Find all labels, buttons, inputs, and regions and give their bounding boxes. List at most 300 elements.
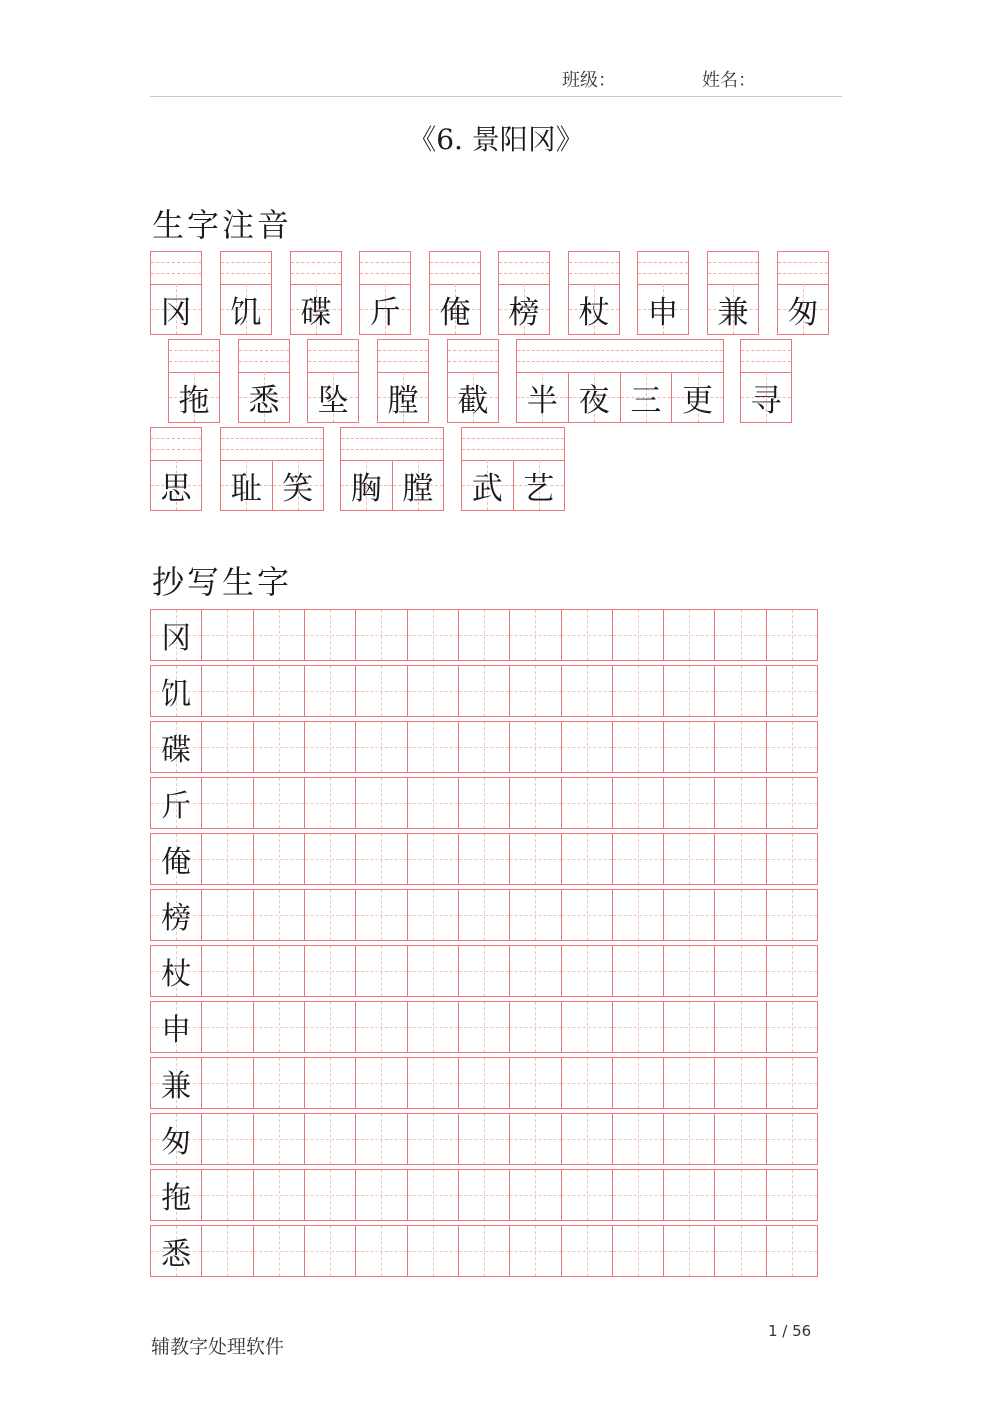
practice-cell[interactable] <box>714 1114 765 1164</box>
practice-cell[interactable] <box>304 1170 355 1220</box>
practice-cell[interactable] <box>201 1170 252 1220</box>
pinyin-guide-line <box>430 273 480 274</box>
model-character-cell <box>151 666 201 716</box>
practice-cell[interactable] <box>407 1114 458 1164</box>
character: 斤 <box>369 294 401 331</box>
practice-cell[interactable] <box>201 722 252 772</box>
model-character-cell <box>151 1058 201 1108</box>
pinyin-guide-line <box>778 273 828 274</box>
character-cells <box>220 460 324 511</box>
character-cell <box>741 372 791 422</box>
practice-cell[interactable] <box>663 1058 714 1108</box>
practice-cell[interactable] <box>663 722 714 772</box>
character: 冈 <box>160 294 192 331</box>
practice-cell[interactable] <box>201 778 252 828</box>
practice-cell[interactable] <box>509 1170 560 1220</box>
practice-cell[interactable] <box>612 834 663 884</box>
character-cell <box>239 372 289 422</box>
practice-cell[interactable] <box>509 1114 560 1164</box>
pinyin-guide-line <box>378 361 428 362</box>
practice-cell[interactable] <box>509 834 560 884</box>
character: 拖 <box>178 382 210 419</box>
practice-cell[interactable] <box>766 666 817 716</box>
practice-cell[interactable] <box>458 834 509 884</box>
character-cells <box>168 372 220 423</box>
model-character: 榜 <box>161 901 192 936</box>
practice-cell[interactable] <box>714 610 765 660</box>
character: 笑 <box>282 470 314 507</box>
character: 杖 <box>578 294 610 331</box>
practice-cell[interactable] <box>253 946 304 996</box>
character: 俺 <box>439 294 471 331</box>
practice-cell[interactable] <box>355 610 406 660</box>
practice-cell[interactable] <box>509 1002 560 1052</box>
pinyin-writing-area[interactable] <box>461 427 565 461</box>
model-character-cell <box>151 778 201 828</box>
pinyin-writing-area[interactable] <box>307 339 359 373</box>
practice-cell[interactable] <box>766 722 817 772</box>
practice-cell[interactable] <box>766 834 817 884</box>
character-cells <box>461 460 565 511</box>
character: 申 <box>647 294 679 331</box>
character-cells <box>447 372 499 423</box>
pinyin-guide-line <box>291 262 341 263</box>
annotation-box <box>447 339 499 423</box>
practice-cell[interactable] <box>663 778 714 828</box>
model-character: 杖 <box>161 957 192 992</box>
practice-cell[interactable] <box>458 1226 509 1276</box>
character-cell <box>448 372 498 422</box>
practice-cell[interactable] <box>253 1114 304 1164</box>
character: 碟 <box>300 294 332 331</box>
practice-cell[interactable] <box>561 1058 612 1108</box>
practice-cell[interactable] <box>355 834 406 884</box>
practice-cell[interactable] <box>458 722 509 772</box>
character-cell <box>341 460 392 510</box>
practice-cell[interactable] <box>407 1002 458 1052</box>
practice-cell[interactable] <box>407 722 458 772</box>
pinyin-writing-area[interactable] <box>429 251 481 285</box>
class-label: 班级： <box>562 70 616 91</box>
annotation-box <box>290 251 342 335</box>
copy-row <box>150 889 818 941</box>
pinyin-writing-area[interactable] <box>516 339 724 373</box>
practice-cell[interactable] <box>407 890 458 940</box>
practice-cell[interactable] <box>612 1114 663 1164</box>
character-cells <box>777 284 829 335</box>
practice-cell[interactable] <box>663 946 714 996</box>
annotation-box <box>516 339 724 423</box>
annotation-box <box>637 251 689 335</box>
model-character-cell <box>151 1170 201 1220</box>
pinyin-guide-line <box>499 262 549 263</box>
practice-cell[interactable] <box>201 1114 252 1164</box>
character-cells <box>150 460 202 511</box>
practice-cell[interactable] <box>663 666 714 716</box>
pinyin-guide-line <box>569 273 619 274</box>
model-character: 拖 <box>161 1181 192 1216</box>
header-divider <box>150 96 842 97</box>
pinyin-writing-area[interactable] <box>777 251 829 285</box>
practice-cell[interactable] <box>714 946 765 996</box>
practice-cell[interactable] <box>663 834 714 884</box>
copy-row <box>150 945 818 997</box>
practice-cell[interactable] <box>766 1114 817 1164</box>
character-cells <box>707 284 759 335</box>
practice-cell[interactable] <box>458 1114 509 1164</box>
practice-cell[interactable] <box>304 610 355 660</box>
practice-cell[interactable] <box>663 610 714 660</box>
annotation-box <box>238 339 290 423</box>
pinyin-guide-line <box>638 273 688 274</box>
pinyin-guide-line <box>308 361 358 362</box>
character: 匆 <box>787 294 819 331</box>
practice-cell[interactable] <box>509 666 560 716</box>
practice-cell[interactable] <box>509 1058 560 1108</box>
practice-cell[interactable] <box>561 722 612 772</box>
practice-cell[interactable] <box>561 946 612 996</box>
practice-cell[interactable] <box>304 834 355 884</box>
annotation-box <box>377 339 429 423</box>
practice-cell[interactable] <box>304 722 355 772</box>
pinyin-writing-area[interactable] <box>498 251 550 285</box>
pinyin-guide-line <box>517 350 723 351</box>
character-cells <box>429 284 481 335</box>
character-cells <box>340 460 444 511</box>
practice-cell[interactable] <box>714 1226 765 1276</box>
practice-cell[interactable] <box>714 890 765 940</box>
pinyin-writing-area[interactable] <box>340 427 444 461</box>
practice-cell[interactable] <box>253 610 304 660</box>
practice-cell[interactable] <box>253 1002 304 1052</box>
annotation-box <box>220 427 324 511</box>
practice-cell[interactable] <box>304 1226 355 1276</box>
page-number: 1 / 56 <box>768 1322 812 1340</box>
practice-cell[interactable] <box>201 946 252 996</box>
pinyin-writing-area[interactable] <box>150 427 202 461</box>
practice-cell[interactable] <box>253 1058 304 1108</box>
practice-cell[interactable] <box>714 778 765 828</box>
model-character: 冈 <box>161 621 192 656</box>
practice-cell[interactable] <box>253 890 304 940</box>
practice-cell[interactable] <box>766 1002 817 1052</box>
pinyin-guide-line <box>360 262 410 263</box>
annotation-box <box>740 339 792 423</box>
model-character-cell <box>151 834 201 884</box>
practice-cell[interactable] <box>355 1170 406 1220</box>
pinyin-writing-area[interactable] <box>238 339 290 373</box>
practice-cell[interactable] <box>663 1002 714 1052</box>
character-cells <box>150 284 202 335</box>
pinyin-writing-area[interactable] <box>637 251 689 285</box>
practice-cell[interactable] <box>766 1170 817 1220</box>
practice-cell[interactable] <box>201 1002 252 1052</box>
character-cell <box>308 372 358 422</box>
model-character-cell <box>151 890 201 940</box>
practice-cell[interactable] <box>561 890 612 940</box>
copy-row <box>150 1169 818 1221</box>
copy-row <box>150 833 818 885</box>
character-cell <box>272 460 324 510</box>
practice-cell[interactable] <box>253 1170 304 1220</box>
practice-cell[interactable] <box>407 1058 458 1108</box>
character-cell <box>169 372 219 422</box>
character-cell <box>569 284 619 334</box>
practice-cell[interactable] <box>714 722 765 772</box>
practice-cell[interactable] <box>355 946 406 996</box>
pinyin-guide-line <box>341 449 443 450</box>
practice-cell[interactable] <box>766 890 817 940</box>
practice-cell[interactable] <box>407 666 458 716</box>
practice-cell[interactable] <box>766 610 817 660</box>
model-character-cell <box>151 1226 201 1276</box>
practice-cell[interactable] <box>304 1002 355 1052</box>
character: 膛 <box>387 382 419 419</box>
pinyin-guide-line <box>708 273 758 274</box>
character-cells <box>220 284 272 335</box>
practice-cell[interactable] <box>561 1114 612 1164</box>
model-character-cell <box>151 1002 201 1052</box>
copy-row <box>150 665 818 717</box>
practice-cell[interactable] <box>612 1226 663 1276</box>
pinyin-guide-line <box>708 262 758 263</box>
practice-cell[interactable] <box>253 778 304 828</box>
model-character: 兼 <box>161 1069 192 1104</box>
practice-cell[interactable] <box>612 1170 663 1220</box>
pinyin-writing-area[interactable] <box>707 251 759 285</box>
model-character: 悉 <box>161 1237 192 1272</box>
model-character-cell <box>151 610 201 660</box>
practice-cell[interactable] <box>253 1226 304 1276</box>
pinyin-guide-line <box>360 273 410 274</box>
pinyin-guide-line <box>239 350 289 351</box>
pinyin-writing-area[interactable] <box>150 251 202 285</box>
practice-cell[interactable] <box>304 778 355 828</box>
practice-cell[interactable] <box>201 834 252 884</box>
pinyin-guide-line <box>291 273 341 274</box>
character-cell <box>291 284 341 334</box>
character: 膛 <box>402 470 434 507</box>
character: 胸 <box>350 470 382 507</box>
practice-cell[interactable] <box>253 722 304 772</box>
character: 悉 <box>248 382 280 419</box>
practice-cell[interactable] <box>561 1170 612 1220</box>
practice-cell[interactable] <box>561 834 612 884</box>
copy-row <box>150 1001 818 1053</box>
practice-cell[interactable] <box>561 610 612 660</box>
practice-cell[interactable] <box>407 834 458 884</box>
annotation-box <box>568 251 620 335</box>
practice-cell[interactable] <box>355 1002 406 1052</box>
pinyin-guide-line <box>221 262 271 263</box>
practice-cell[interactable] <box>458 1170 509 1220</box>
character-cell <box>221 284 271 334</box>
pinyin-writing-area[interactable] <box>377 339 429 373</box>
practice-cell[interactable] <box>612 1002 663 1052</box>
practice-cell[interactable] <box>355 1226 406 1276</box>
practice-cell[interactable] <box>304 1058 355 1108</box>
model-character-cell <box>151 722 201 772</box>
pinyin-writing-area[interactable] <box>447 339 499 373</box>
practice-cell[interactable] <box>407 778 458 828</box>
practice-cell[interactable] <box>458 946 509 996</box>
practice-cell[interactable] <box>663 1170 714 1220</box>
pinyin-guide-line <box>778 262 828 263</box>
practice-cell[interactable] <box>509 722 560 772</box>
practice-cell[interactable] <box>663 1114 714 1164</box>
practice-cell[interactable] <box>509 890 560 940</box>
practice-cell[interactable] <box>355 666 406 716</box>
section-title-annotation: 生字注音 <box>152 206 293 244</box>
annotation-box <box>461 427 565 511</box>
character: 榜 <box>508 294 540 331</box>
practice-cell[interactable] <box>561 778 612 828</box>
character-cells <box>290 284 342 335</box>
practice-cell[interactable] <box>355 1058 406 1108</box>
practice-cell[interactable] <box>304 1114 355 1164</box>
model-character: 申 <box>161 1013 192 1048</box>
character-cells <box>377 372 429 423</box>
practice-cell[interactable] <box>766 1226 817 1276</box>
practice-cell[interactable] <box>407 610 458 660</box>
character: 武 <box>471 470 503 507</box>
character-cell <box>517 372 568 422</box>
practice-cell[interactable] <box>201 666 252 716</box>
pinyin-guide-line <box>378 350 428 351</box>
annotation-box <box>777 251 829 335</box>
practice-cell[interactable] <box>509 1226 560 1276</box>
character-cell <box>378 372 428 422</box>
annotation-box <box>168 339 220 423</box>
practice-cell[interactable] <box>612 666 663 716</box>
pinyin-writing-area[interactable] <box>220 427 324 461</box>
practice-cell[interactable] <box>355 778 406 828</box>
practice-cell[interactable] <box>355 890 406 940</box>
practice-cell[interactable] <box>714 834 765 884</box>
character: 寻 <box>750 382 782 419</box>
practice-cell[interactable] <box>612 890 663 940</box>
practice-cell[interactable] <box>766 1058 817 1108</box>
annotation-box <box>220 251 272 335</box>
copy-grid <box>150 609 818 1281</box>
practice-cell[interactable] <box>714 1058 765 1108</box>
character-cells <box>568 284 620 335</box>
model-character: 俺 <box>161 845 192 880</box>
pinyin-writing-area[interactable] <box>290 251 342 285</box>
practice-cell[interactable] <box>304 666 355 716</box>
character-cell <box>360 284 410 334</box>
annotation-box <box>150 251 202 335</box>
practice-cell[interactable] <box>201 890 252 940</box>
copy-row <box>150 1113 818 1165</box>
character-cell <box>638 284 688 334</box>
character: 半 <box>526 382 558 419</box>
practice-cell[interactable] <box>458 778 509 828</box>
annotation-box <box>307 339 359 423</box>
character-cell <box>151 460 201 510</box>
practice-cell[interactable] <box>253 834 304 884</box>
practice-cell[interactable] <box>714 666 765 716</box>
character-cell <box>430 284 480 334</box>
model-character-cell <box>151 946 201 996</box>
character-cell <box>513 460 565 510</box>
practice-cell[interactable] <box>612 610 663 660</box>
practice-cell[interactable] <box>407 1170 458 1220</box>
practice-cell[interactable] <box>304 890 355 940</box>
pinyin-guide-line <box>151 273 201 274</box>
practice-cell[interactable] <box>714 1002 765 1052</box>
character-cell <box>671 372 723 422</box>
pinyin-guide-line <box>462 449 564 450</box>
character: 三 <box>630 382 662 419</box>
practice-cell[interactable] <box>253 666 304 716</box>
practice-cell[interactable] <box>304 946 355 996</box>
practice-cell[interactable] <box>561 1226 612 1276</box>
character-cell <box>151 284 201 334</box>
practice-cell[interactable] <box>509 778 560 828</box>
copy-row <box>150 721 818 773</box>
practice-cell[interactable] <box>509 610 560 660</box>
pinyin-guide-line <box>221 438 323 439</box>
practice-cell[interactable] <box>201 610 252 660</box>
practice-cell[interactable] <box>663 1226 714 1276</box>
page-title: 《6. 景阳冈》 <box>408 123 584 156</box>
copy-row <box>150 777 818 829</box>
pinyin-guide-line <box>169 350 219 351</box>
character: 更 <box>682 382 714 419</box>
pinyin-guide-line <box>151 449 201 450</box>
pinyin-guide-line <box>221 273 271 274</box>
practice-cell[interactable] <box>766 778 817 828</box>
character-cells <box>498 284 550 335</box>
practice-cell[interactable] <box>612 722 663 772</box>
pinyin-guide-line <box>151 438 201 439</box>
pinyin-guide-line <box>462 438 564 439</box>
practice-cell[interactable] <box>407 946 458 996</box>
practice-cell[interactable] <box>407 1226 458 1276</box>
pinyin-writing-area[interactable] <box>359 251 411 285</box>
pinyin-guide-line <box>448 350 498 351</box>
practice-cell[interactable] <box>458 890 509 940</box>
pinyin-writing-area[interactable] <box>740 339 792 373</box>
practice-cell[interactable] <box>612 1058 663 1108</box>
character-cells <box>516 372 724 423</box>
practice-cell[interactable] <box>561 666 612 716</box>
practice-cell[interactable] <box>612 778 663 828</box>
pinyin-writing-area[interactable] <box>568 251 620 285</box>
practice-cell[interactable] <box>509 946 560 996</box>
practice-cell[interactable] <box>458 666 509 716</box>
pinyin-writing-area[interactable] <box>220 251 272 285</box>
practice-cell[interactable] <box>458 610 509 660</box>
pinyin-writing-area[interactable] <box>168 339 220 373</box>
character: 坠 <box>317 382 349 419</box>
practice-cell[interactable] <box>766 946 817 996</box>
pinyin-guide-line <box>221 449 323 450</box>
practice-cell[interactable] <box>201 1226 252 1276</box>
annotation-box <box>340 427 444 511</box>
practice-cell[interactable] <box>201 1058 252 1108</box>
practice-cell[interactable] <box>561 1002 612 1052</box>
practice-cell[interactable] <box>355 1114 406 1164</box>
practice-cell[interactable] <box>355 722 406 772</box>
practice-cell[interactable] <box>458 1058 509 1108</box>
practice-cell[interactable] <box>714 1170 765 1220</box>
annotation-box <box>429 251 481 335</box>
practice-cell[interactable] <box>612 946 663 996</box>
practice-cell[interactable] <box>663 890 714 940</box>
practice-cell[interactable] <box>458 1002 509 1052</box>
